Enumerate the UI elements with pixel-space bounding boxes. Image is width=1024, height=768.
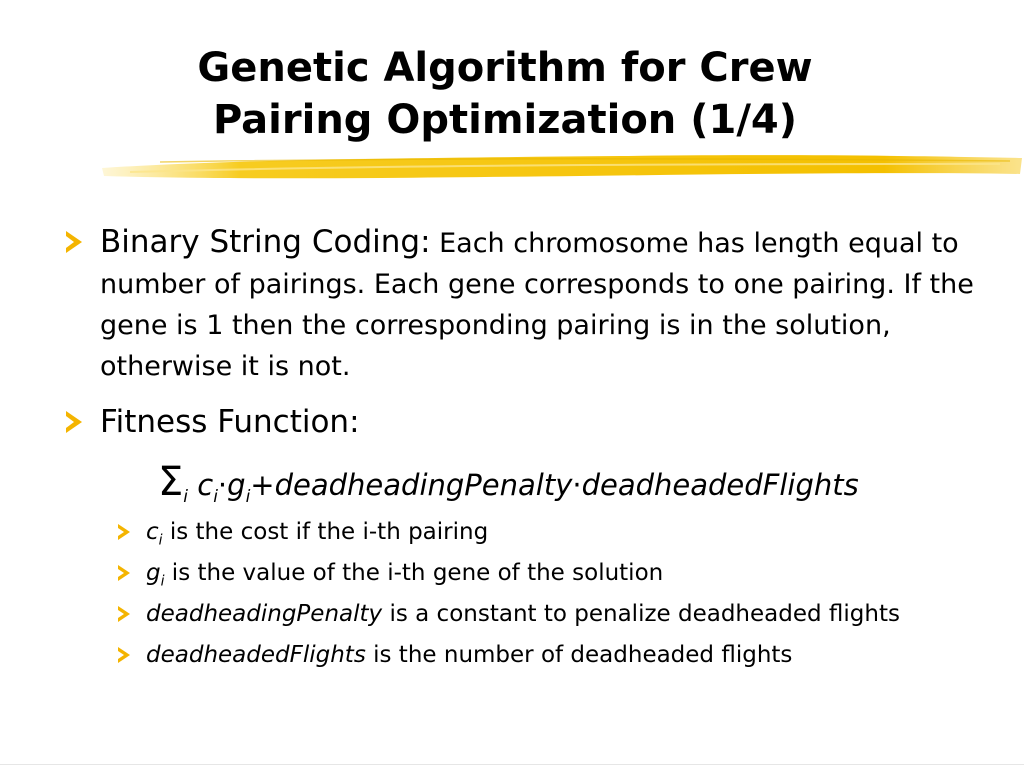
bullet-fitness-function (100, 402, 360, 443)
bullet-arrow-icon (66, 231, 82, 253)
sub-bullet-term: deadheadedFlights (146, 642, 366, 668)
formula-flights: deadheadedFlights (581, 468, 859, 502)
formula-c-sub: i (213, 486, 218, 507)
sub-bullet-arrow-icon (118, 647, 130, 663)
sub-bullet-term: deadheadingPenalty (146, 601, 383, 627)
sub-bullet-text: is the cost if the i-th pairing (162, 519, 489, 545)
bottom-divider (0, 764, 1024, 765)
sub-bullet-arrow-icon (118, 524, 130, 540)
sub-bullet-arrow-icon (118, 606, 130, 622)
sub-bullet-term: g (146, 560, 161, 586)
sub-bullet-text: is the value of the i-th gene of the solution (164, 560, 664, 586)
sub-bullet-term: c (146, 519, 159, 545)
formula-g-sub: i (245, 486, 251, 507)
formula-g: g (227, 468, 246, 502)
sub-bullet-text: is the number of deadheaded flights (365, 642, 793, 668)
highlighter-stroke (100, 150, 1024, 186)
sub-bullet-item (146, 640, 792, 670)
bullet-lead: Fitness Function: (100, 404, 360, 440)
sigma-symbol: Σ (158, 459, 184, 505)
sub-bullet-item (146, 599, 900, 629)
bullet-arrow-icon (66, 411, 82, 433)
bullet-text: Each chromosome has length equal to number of pairings. Each gene corresponds to one pairing. If the gene is 1 then the corresponding pairing is in the solution, otherwise it is not. (100, 228, 974, 382)
formula-c: c (197, 468, 214, 502)
bullet-binary-coding (100, 222, 980, 387)
sub-bullet-item (146, 558, 663, 597)
sum-index: i (183, 486, 189, 507)
formula-plus: + (250, 468, 275, 502)
sub-bullet-term-sub: i (160, 573, 165, 590)
formula-dot: · (572, 468, 582, 502)
formula-dot: · (217, 468, 228, 502)
formula-penalty: deadheadingPenalty (274, 468, 573, 502)
sub-bullet-text: is a constant to penalize deadheaded flights (382, 601, 900, 627)
title-line-1: Genetic Algorithm for Crew (197, 45, 813, 91)
fitness-formula (158, 458, 859, 521)
sub-bullet-term-sub: i (158, 532, 163, 549)
sub-bullet-item (146, 517, 488, 556)
sub-bullet-arrow-icon (118, 565, 130, 581)
slide-title (100, 42, 910, 146)
title-line-2: Pairing Optimization (1/4) (212, 97, 798, 143)
bullet-lead: Binary String Coding: (100, 224, 431, 260)
